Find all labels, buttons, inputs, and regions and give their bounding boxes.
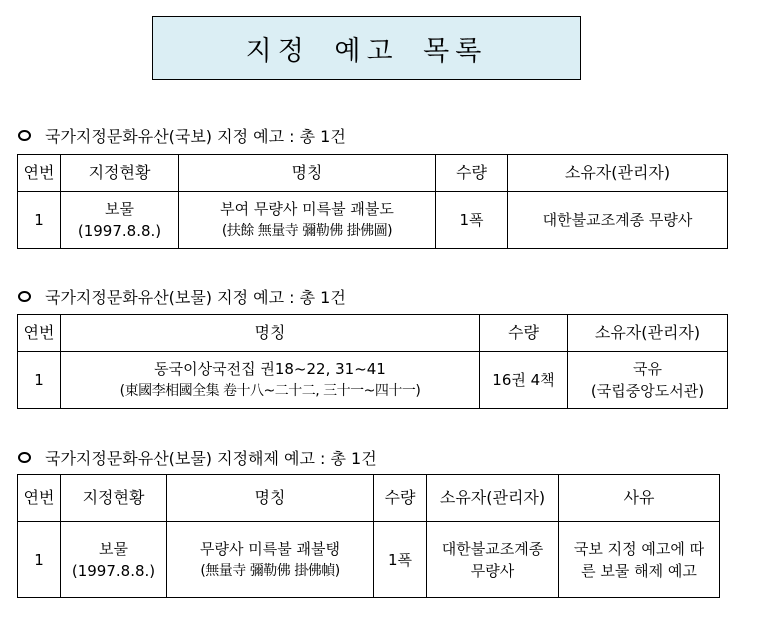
column-header-owner: 소유자(관리자) [568, 315, 728, 352]
cell-number: 1 [18, 522, 61, 598]
cell-name [167, 522, 374, 598]
status-label: 보물 [105, 200, 134, 218]
column-header-number: 연번 [18, 315, 61, 352]
name-hanja: (東國李相國全集 卷十八~二十二, 三十一~四十一) [119, 383, 421, 399]
owner-name: 국유 [633, 360, 662, 378]
column-header-owner: 소유자(관리자) [508, 155, 728, 192]
column-header-reason: 사유 [559, 475, 720, 522]
column-header-quantity: 수량 [436, 155, 508, 192]
column-header-quantity: 수량 [374, 475, 427, 522]
column-header-number: 연번 [18, 475, 61, 522]
column-header-quantity: 수량 [480, 315, 568, 352]
cell-owner [568, 352, 728, 409]
circle-bullet-icon [18, 452, 31, 463]
cell-name [61, 352, 480, 409]
table-header-row [18, 155, 728, 192]
column-header-status: 지정현황 [61, 475, 167, 522]
status-date: (1997.8.8.) [71, 561, 156, 580]
column-header-owner: 소유자(관리자) [427, 475, 559, 522]
name-hanja: (扶餘 無量寺 彌勒佛 掛佛圖) [221, 223, 393, 239]
owner-name: 대한불교조계종 [441, 539, 544, 558]
owner-temple: 무량사 [470, 561, 515, 580]
cell-name [179, 192, 436, 249]
cell-status [61, 192, 179, 249]
table-header-row [18, 315, 728, 352]
reason-line-2: 른 보물 해제 예고 [581, 561, 697, 580]
cell-quantity: 16권 4책 [480, 352, 568, 409]
table-header-row [18, 475, 720, 522]
section-heading-designation-national-treasure [18, 124, 346, 147]
column-header-name: 명칭 [167, 475, 374, 522]
cell-reason [559, 522, 720, 598]
section-heading-text: 국가지정문화유산(국보) 지정 예고 : 총 1건 [45, 127, 346, 146]
column-header-name: 명칭 [179, 155, 436, 192]
owner-manager: (국립중앙도서관) [590, 382, 705, 400]
section-heading-cancellation-treasure [18, 446, 377, 469]
cell-number: 1 [18, 192, 61, 249]
section-heading-text: 국가지정문화유산(보물) 지정 예고 : 총 1건 [45, 288, 346, 307]
name-korean: 동국이상국전집 권18~22, 31~41 [154, 360, 386, 378]
treasure-cancellation-table [17, 474, 720, 598]
column-header-status: 지정현황 [61, 155, 179, 192]
column-header-number: 연번 [18, 155, 61, 192]
cell-owner: 대한불교조계종 무량사 [508, 192, 728, 249]
page-title: 지정 예고 목록 [152, 16, 581, 80]
table-row [18, 192, 728, 249]
name-korean: 무량사 미륵불 괘불탱 [200, 539, 340, 558]
table-row [18, 352, 728, 409]
cell-status [61, 522, 167, 598]
cell-quantity: 1폭 [436, 192, 508, 249]
table-row [18, 522, 720, 598]
name-hanja: (無量寺 彌勒佛 掛佛幀) [200, 562, 340, 579]
circle-bullet-icon [18, 291, 31, 302]
status-label: 보물 [99, 539, 128, 558]
reason-line-1: 국보 지정 예고에 따 [573, 539, 705, 558]
name-korean: 부여 무량사 미륵불 괘불도 [220, 200, 394, 218]
cell-quantity: 1폭 [374, 522, 427, 598]
section-heading-designation-treasure [18, 285, 346, 308]
national-treasure-designation-table [17, 154, 728, 249]
circle-bullet-icon [18, 130, 31, 141]
cell-owner [427, 522, 559, 598]
status-date: (1997.8.8.) [77, 222, 162, 240]
section-heading-text: 국가지정문화유산(보물) 지정해제 예고 : 총 1건 [45, 449, 377, 468]
treasure-designation-table [17, 314, 728, 409]
cell-number: 1 [18, 352, 61, 409]
column-header-name: 명칭 [61, 315, 480, 352]
